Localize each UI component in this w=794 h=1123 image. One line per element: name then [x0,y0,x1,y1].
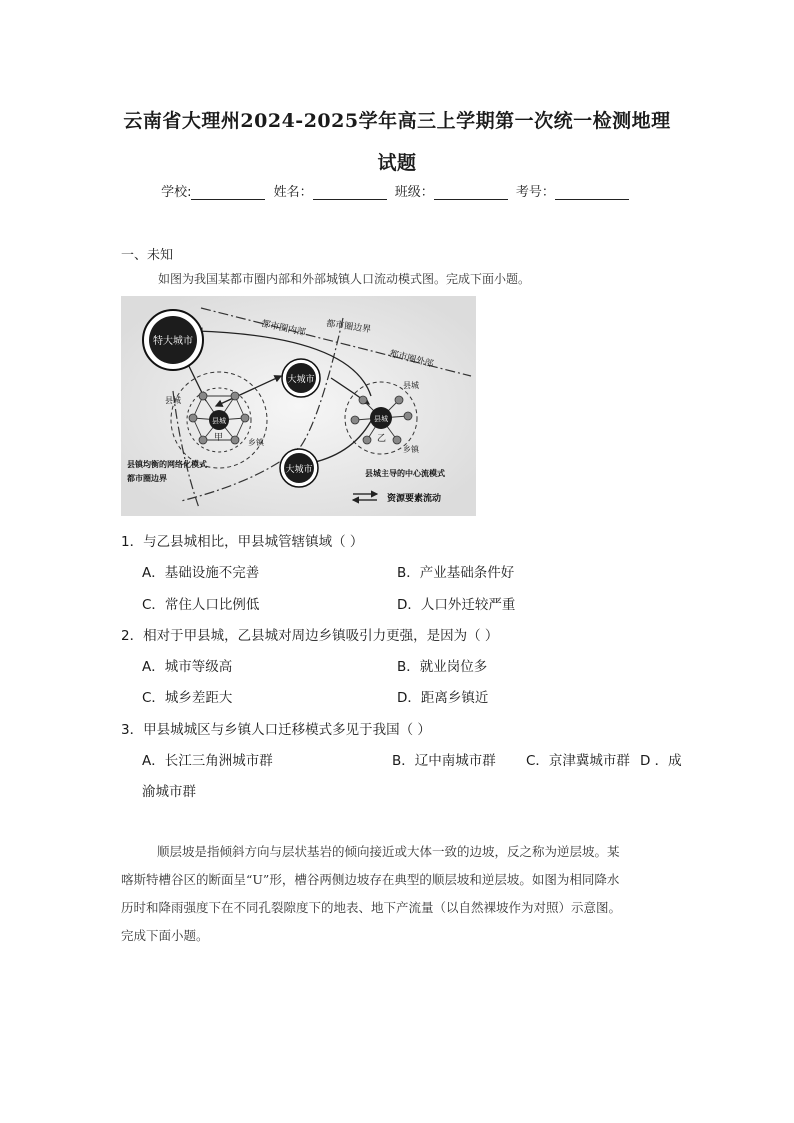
township-left-label: 乡镇 [248,438,264,447]
yi-label: 乙 [377,434,387,444]
jia-label: 甲 [214,433,224,443]
boundary-top-label: 都市圈边界 [325,319,372,336]
question-3-option-a[interactable]: A．长江三角洲城市群 [142,753,273,769]
question-3-option-d-continued: 渝城市群 [142,784,196,800]
passage-line-3: 历时和降雨强度下在不同孔裂隙度下的地表、地下产流量（以自然裸坡作为对照）示意图。 [121,900,622,915]
exam-title-line2: 试题 [377,152,417,174]
student-info-row [0,181,794,200]
county-right-node-label: 县城 [374,415,388,423]
big-city-1-label: 大城市 [287,375,315,385]
section-heading: 一、未知 [121,248,174,263]
id-blank[interactable] [555,185,629,200]
question-3-option-c[interactable]: C．京津冀城市群 [526,753,630,769]
passage-line-4: 完成下面小题。 [121,928,209,943]
legend-flow-label: 资源要素流动 [387,494,442,504]
name-blank[interactable] [313,185,387,200]
exam-title-line1: 云南省大理州2024-2025学年高三上学期第一次统一检测地理 [123,110,671,132]
county-right-tag: 县城 [403,381,419,390]
question-2-stem: 2．相对于甲县城，乙县城对周边乡镇吸引力更强，是因为（ ） [121,628,499,644]
class-blank[interactable] [434,185,508,200]
school-blank[interactable] [191,185,265,200]
central-mode-label: 县城主导的中心流模式 [365,469,445,478]
school-label: 学校: [161,185,192,200]
passage-block [121,838,681,950]
question-3-stem: 3．甲县城城区与乡镇人口迁移模式多见于我国（ ） [121,722,431,738]
question-2-option-b[interactable]: B．就业岗位多 [397,659,488,675]
county-left-tag: 县城 [165,396,181,405]
id-label: 考号： [515,185,555,200]
question-3-option-b[interactable]: B．辽中南城市群 [392,753,496,769]
passage-line-1: 顺层坡是指倾斜方向与层状基岩的倾向接近或大体一致的边坡，反之称为逆层坡。某 [157,844,620,859]
question-2-option-d[interactable]: D．距离乡镇近 [397,690,489,706]
outer-area-label: 都市圈外部 [388,349,435,370]
name-label: 姓名： [273,185,313,200]
question-1-option-c[interactable]: C．常住人口比例低 [142,597,260,613]
big-city-2-label: 大城市 [285,465,313,475]
question-1-option-d[interactable]: D．人口外迁较严重 [397,597,516,613]
question-1-option-b[interactable]: B．产业基础条件好 [397,565,515,581]
mega-city-label: 特大城市 [153,336,193,347]
question-1-stem: 1．与乙县城相比，甲县城管辖镇域（ ） [121,534,364,550]
passage-line-2: 喀斯特槽谷区的断面呈“U”形，槽谷两侧边坡存在典型的顺层坡和逆层坡。如图为相同降水 [121,872,620,887]
question-2-option-c[interactable]: C．城乡差距大 [142,690,233,706]
question-3-option-d[interactable]: D ．成 [640,753,682,769]
inner-area-label: 都市圈内部 [260,319,307,339]
question-1-option-a[interactable]: A．基础设施不完善 [142,565,260,581]
section-intro: 如图为我国某都市圈内部和外部城镇人口流动模式图。完成下面小题。 [158,272,531,286]
network-mode-label: 县镇均衡的网络化模式 [127,460,207,469]
county-left-node-label: 县城 [212,417,226,425]
boundary-bottom-label: 都市圈边界 [127,474,167,483]
township-right-label: 乡镇 [403,445,419,454]
population-flow-figure [121,296,476,516]
question-2-option-a[interactable]: A．城市等级高 [142,659,233,675]
class-label: 班级： [394,185,434,200]
